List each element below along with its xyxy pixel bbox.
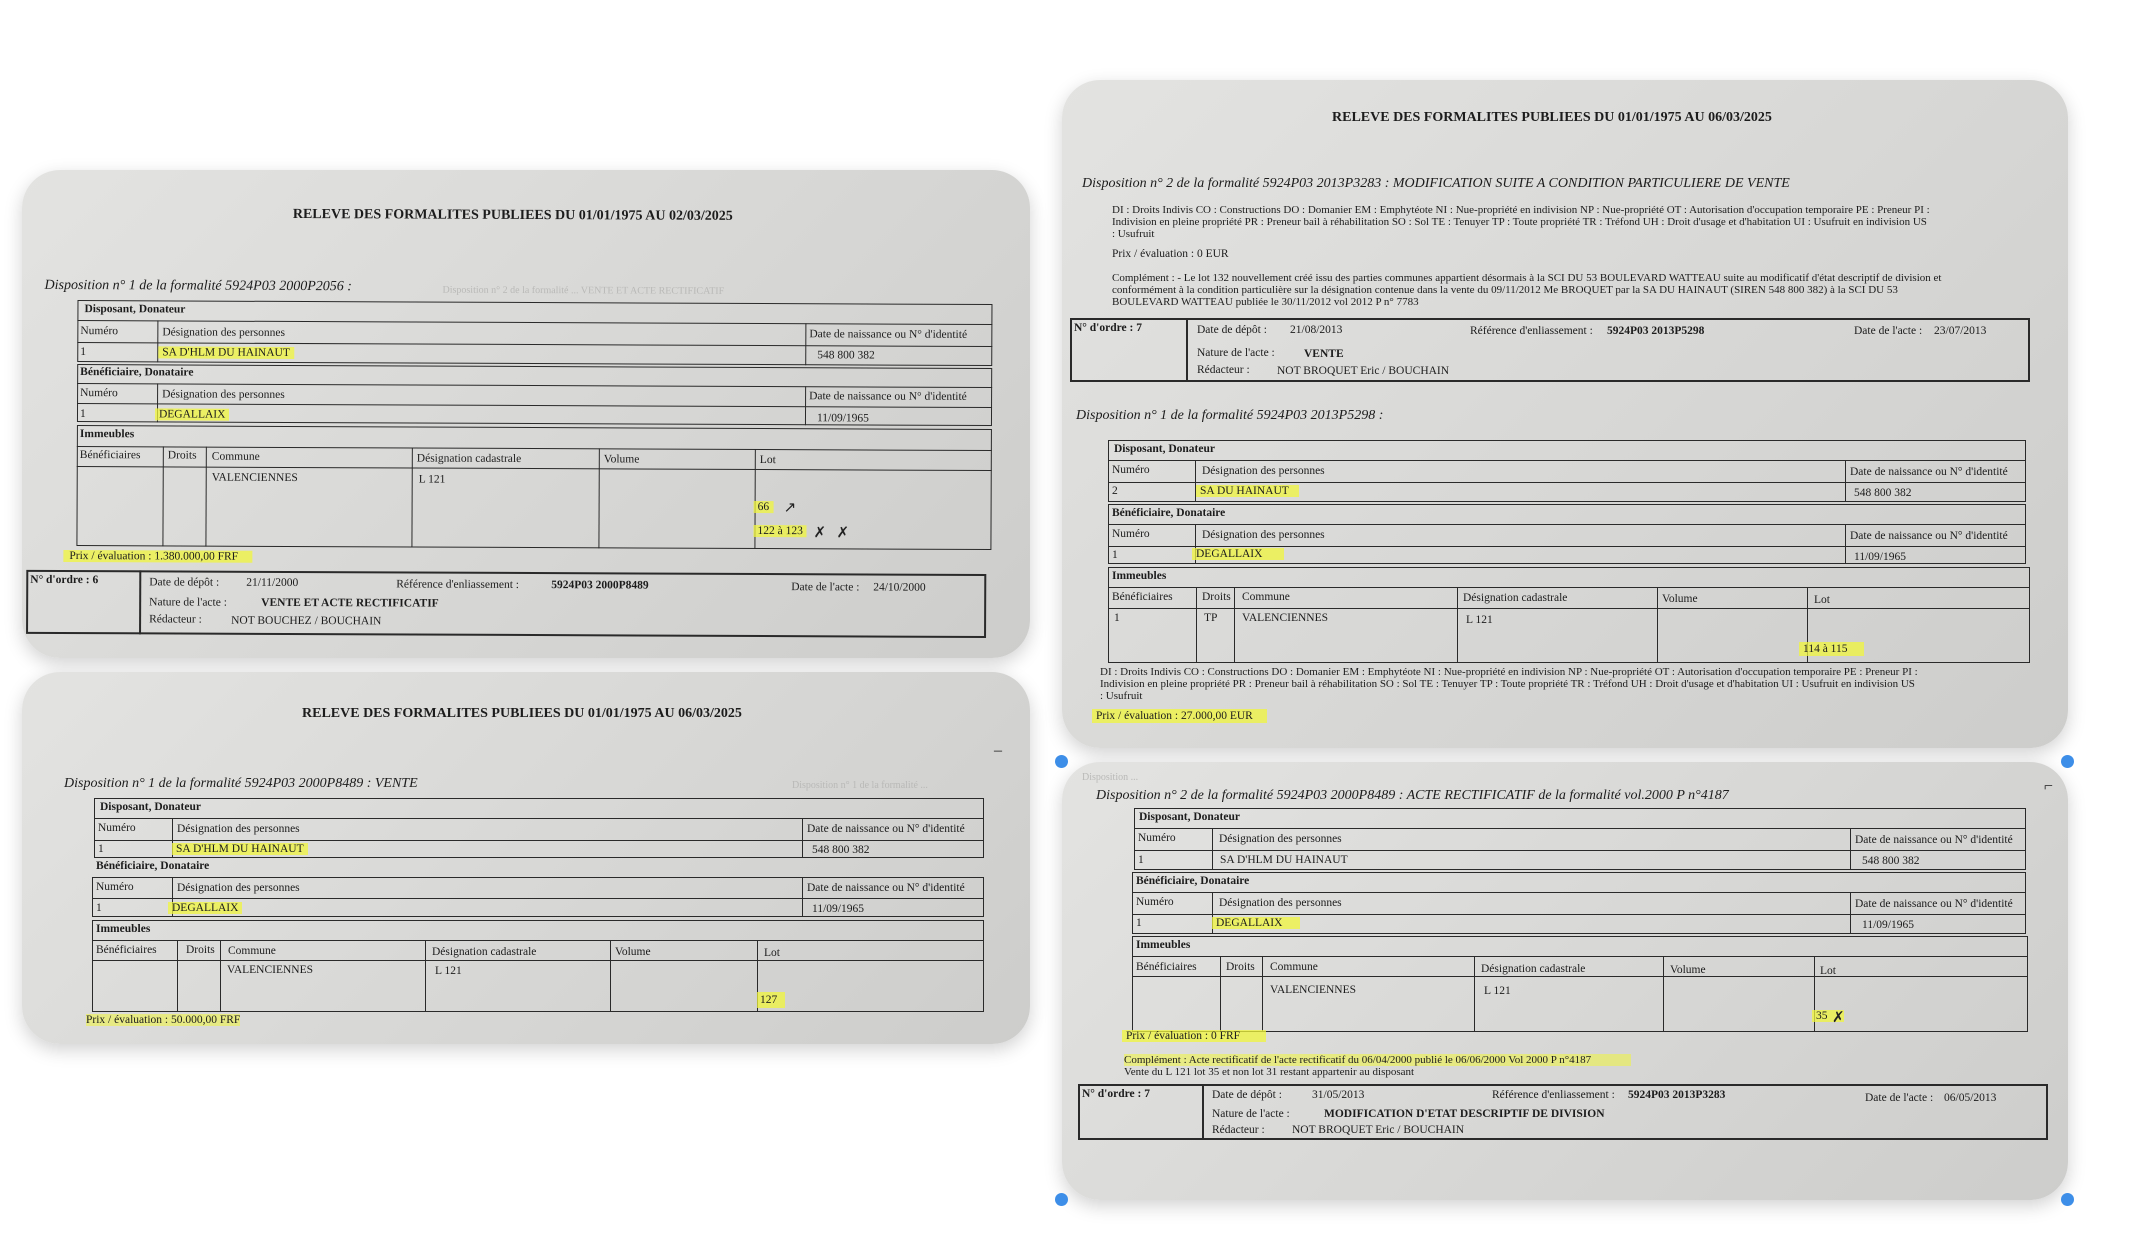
acte-label: Date de l'acte : — [1854, 325, 1923, 337]
beneficiaire-num: 1 — [1136, 917, 1142, 929]
beneficiaire-date: 11/09/1965 — [812, 903, 864, 915]
immeubles-header: Immeubles — [1136, 939, 1191, 951]
beneficiaire-date: 11/09/1965 — [1862, 919, 1914, 931]
pen-mark-icon: ↗ — [783, 498, 797, 517]
ref-label: Référence d'enliassement : — [1470, 325, 1593, 337]
redacteur-label: Rédacteur : — [1197, 364, 1250, 376]
document-card-3[interactable] — [1062, 80, 2068, 748]
col-cadastrale: Désignation cadastrale — [1481, 963, 1586, 975]
resize-handle-top-left[interactable] — [1055, 755, 1068, 768]
ordre-number: N° d'ordre : 7 — [1082, 1088, 1150, 1100]
col-date: Date de naissance ou N° d'identité — [1855, 898, 2013, 910]
col-designation: Désignation des personnes — [177, 882, 300, 894]
beneficiaire-num: 1 — [1112, 549, 1118, 561]
beneficiaire-name: DEGALLAIX — [155, 408, 229, 420]
immeubles-header: Immeubles — [96, 923, 151, 935]
immeubles-table — [92, 920, 984, 1012]
col-designation: Désignation des personnes — [162, 326, 286, 339]
col-numero: Numéro — [98, 822, 136, 834]
acte-date: 24/10/2000 — [873, 581, 926, 594]
ref-value: 5924P03 2013P5298 — [1607, 325, 1705, 337]
nature-value: MODIFICATION D'ETAT DESCRIPTIF DE DIVISION — [1324, 1108, 1605, 1120]
beneficiaire-date: 11/09/1965 — [1854, 551, 1906, 563]
acte-date: 23/07/2013 — [1934, 325, 1987, 337]
disposant-header: Disposant, Donateur — [84, 303, 186, 316]
complement-line: Complément : - Le lot 132 nouvellement créé issu des parties communes appartient désormais à la SCI DU 53 BOULEVARD WATTEAU suite au modificatif d'état descriptif de division et — [1112, 272, 1942, 284]
resize-handle-bottom-left[interactable] — [1055, 1193, 1068, 1206]
beneficiaire-name: DEGALLAIX — [1192, 548, 1284, 560]
redacteur-value: NOT BROQUET Eric / BOUCHAIN — [1277, 365, 1450, 377]
col-date: Date de naissance ou N° d'identité — [1855, 834, 2013, 846]
ordre-number: N° d'ordre : 7 — [1074, 322, 1142, 334]
immeubles-table — [1132, 936, 2028, 1032]
col-designation: Désignation des personnes — [1202, 529, 1325, 541]
col-commune: Commune — [1270, 961, 1318, 973]
commune: VALENCIENNES — [211, 471, 298, 485]
disposition-heading: Disposition n° 1 de la formalité 5924P03 2000P2056 : — [44, 277, 352, 295]
col-lot: Lot — [1820, 965, 1836, 977]
depot-date: 21/11/2000 — [246, 576, 299, 590]
complement-line: conformément à la condition particulière sur la désignation contenue dans la vente du 09/11/2012 Me BROQUET par la SA DU HAINAUT (SIREN 548 800 382) à la SCI DU 53 — [1112, 284, 1898, 296]
ordre-number: N° d'ordre : 6 — [30, 573, 99, 587]
legend-line: DI : Droits Indivis CO : Constructions DO : Domanier EM : Emphytéote NI : Nue-propriété en indivision NP : Nue-propriété OT : Autorisation d'occupation temporaire PE : Preneur PI : — [1100, 666, 1918, 678]
depot-date: 21/08/2013 — [1290, 324, 1343, 336]
acte-date: 06/05/2013 — [1944, 1092, 1997, 1104]
col-numero: Numéro — [96, 881, 134, 893]
resize-handle-top-right[interactable] — [2061, 755, 2074, 768]
col-date: Date de naissance ou N° d'identité — [809, 390, 967, 403]
col-cadastrale: Désignation cadastrale — [432, 946, 537, 958]
col-numero: Numéro — [80, 325, 119, 338]
disposant-num: 2 — [1112, 485, 1118, 497]
redacteur-label: Rédacteur : — [149, 613, 202, 626]
disposant-name: SA D'HLM DU HAINAUT — [158, 346, 294, 359]
commune: VALENCIENNES — [1270, 984, 1357, 996]
lot-127: 127 — [757, 992, 785, 1008]
disposant-name: SA DU HAINAUT — [1196, 485, 1299, 497]
col-cadastrale: Désignation cadastrale — [1463, 592, 1568, 604]
cadastrale: L 121 — [418, 473, 446, 486]
lot-122-123: 122 à 123 — [753, 525, 806, 537]
beneficiaire-header: Bénéficiaire, Donataire — [1136, 875, 1250, 887]
redacteur-value: NOT BOUCHEZ / BOUCHAIN — [231, 614, 382, 628]
cross-mark-icon: ✗ — [813, 523, 827, 542]
redacteur-label: Rédacteur : — [1212, 1124, 1265, 1136]
beneficiaire-num: 1 — [96, 902, 102, 914]
document-title: RELEVE DES FORMALITES PUBLIEES DU 01/01/1975 AU 02/03/2025 — [292, 206, 733, 224]
disposant-num: 1 — [98, 843, 104, 855]
lot-35: 35 — [1812, 1010, 1844, 1022]
corner-mark: ⌐ — [2044, 778, 2054, 795]
disposant-name: SA D'HLM DU HAINAUT — [1220, 854, 1348, 866]
document-card-4[interactable]: Disposition ... Disposition n° 2 de la formalité 5924P03 2000P8489 : ACTE RECTIFICATIF de la formalité vol.2000 P n°4187 ⌐ Disposant, Donateur Numéro Désignation des personnes Date de naissance ou N° d'identité 1 SA D'HLM DU HAINAUT 548 800 382 Bénéficiaire, Donataire Numéro Désignation des personnes Date de naissance ou N° d'identité 1 DEGALLAIX 11/09/1965 Immeubles Bénéficiaires Droits Commune Désignation cadastrale Volume Lot VALENCIENNES L 121 35 ✗ Prix / évaluation : 0 FRF Complément : Acte rectificatif de l'acte rectificatif du 06/04/2000 publié le 06/06/2000 Vol 2000 P n°4187 Vente du L 121 lot 35 et non lot 31 restant appartenir au disposant N° d'ordre : 7 Date de dépôt : 31/05/2013 Référence d'enliassement : 5924P03 2013P3283 Date de l'acte : 06/05/2013 Nature de l'acte : MODIFICATION D'ETAT DESCRIPTIF DE DIVISION Rédacteur : NOT BROQUET Eric / BOUCHAIN — [1062, 762, 2068, 1200]
col-date: Date de naissance ou N° d'identité — [1850, 466, 2008, 478]
nature-value: VENTE — [1304, 348, 1344, 360]
complement-text: Complément : Acte rectificatif de l'acte rectificatif du 06/04/2000 publié le 06/06/2000 Vol 2000 P n°4187 — [1124, 1054, 1631, 1066]
depot-label: Date de dépôt : — [1197, 324, 1267, 336]
disposant-id: 548 800 382 — [812, 844, 870, 856]
col-date: Date de naissance ou N° d'identité — [807, 882, 965, 894]
prix-evaluation: Prix / évaluation : 0 EUR — [1112, 248, 1229, 260]
disposant-header: Disposant, Donateur — [100, 801, 201, 813]
cadastrale: L 121 — [1484, 985, 1511, 997]
beneficiaire-name: DEGALLAIX — [168, 902, 242, 914]
col-droits: Droits — [186, 944, 215, 956]
legend-line: Indivision en pleine propriété PR : Preneur bail à réhabilitation SO : Sol TE : Tenuyer TP : Toute propriété TR : Tréfond UH : Droit d'usage et d'habitation UI : Usufruit en indivision US — [1100, 678, 1915, 690]
col-numero: Numéro — [1138, 832, 1176, 844]
complement-line — [1124, 1054, 1631, 1066]
commune: VALENCIENNES — [1242, 612, 1329, 624]
col-designation: Désignation des personnes — [1202, 465, 1325, 477]
beneficiaire-header: Bénéficiaire, Donataire — [1112, 507, 1226, 519]
cadastrale: L 121 — [1466, 614, 1493, 626]
cadastrale: L 121 — [435, 965, 462, 977]
col-numero: Numéro — [1112, 464, 1150, 476]
col-droits: Droits — [1226, 961, 1255, 973]
commune: VALENCIENNES — [227, 964, 314, 976]
immeubles-table — [76, 425, 992, 550]
disposition-heading: Disposition n° 1 de la formalité 5924P03 2013P5298 : — [1076, 408, 1384, 423]
document-title: RELEVE DES FORMALITES PUBLIEES DU 01/01/1975 AU 06/03/2025 — [302, 706, 742, 721]
col-designation: Désignation des personnes — [162, 388, 285, 401]
col-lot: Lot — [759, 454, 776, 467]
disposant-num: 1 — [1138, 854, 1144, 866]
col-beneficiaires: Bénéficiaires — [79, 449, 141, 462]
redacteur-value: NOT BROQUET Eric / BOUCHAIN — [1292, 1124, 1465, 1136]
benef-num: 1 — [1114, 612, 1120, 624]
dash-mark: – — [994, 742, 1002, 759]
col-numero: Numéro — [80, 387, 118, 400]
col-numero: Numéro — [1112, 528, 1150, 540]
col-commune: Commune — [211, 450, 260, 463]
ref-value: 5924P03 2000P8489 — [551, 579, 649, 592]
disposant-id: 548 800 382 — [1862, 855, 1920, 867]
col-beneficiaires: Bénéficiaires — [96, 944, 157, 956]
col-beneficiaires: Bénéficiaires — [1112, 591, 1173, 603]
ref-label: Référence d'enliassement : — [1492, 1089, 1615, 1101]
complement-line: Vente du L 121 lot 35 et non lot 31 restant appartenir au disposant — [1124, 1066, 1415, 1078]
disposant-num: 1 — [80, 346, 87, 359]
acte-label: Date de l'acte : — [1865, 1092, 1934, 1104]
complement-line: BOULEVARD WATTEAU publiée le 30/11/2012 vol 2012 P n° 7783 — [1112, 296, 1419, 308]
document-card-2[interactable]: Disposition n° 1 de la formalité ... RELEVE DES FORMALITES PUBLIEES DU 01/01/1975 AU 06/03/2025 – Disposition n° 1 de la formalité 5924P03 2000P8489 : VENTE Disposant, Donateur Numéro Désignation des personnes Date de naissance ou N° d'identité 1 SA D'HLM DU HAINAUT 548 800 382 Bénéficiaire, Donataire Numéro Désignation des personnes Date de naissance ou N° d'identité 1 DEGALLAIX 11/09/1965 Immeubles Bénéficiaires Droits Commune Désignation cadastrale Volume Lot VALENCIENNES L 121 127 Prix / évaluation : 50.000,00 FRF — [22, 672, 1030, 1044]
nature-value: VENTE ET ACTE RECTIFICATIF — [261, 596, 439, 610]
legend-line: : Usufruit — [1100, 690, 1143, 702]
col-volume: Volume — [603, 453, 640, 466]
nature-label: Nature de l'acte : — [149, 596, 227, 609]
col-date: Date de naissance ou N° d'identité — [807, 823, 965, 835]
beneficiaire-num: 1 — [79, 408, 86, 421]
col-droits: Droits — [167, 449, 197, 462]
legend-line: Indivision en pleine propriété PR : Preneur bail à réhabilitation SO : Sol TE : Tenuyer TP : Toute propriété TR : Tréfond UH : Droit d'usage et d'habitation UI : Usufruit en indivision US — [1112, 216, 1927, 228]
beneficiaire-date: 11/09/1965 — [816, 412, 869, 425]
beneficiaire-name: DEGALLAIX — [1212, 917, 1300, 929]
col-date: Date de naissance ou N° d'identité — [1850, 530, 2008, 542]
lot-66: 66 — [754, 501, 774, 513]
document-title: RELEVE DES FORMALITES PUBLIEES DU 01/01/1975 AU 06/03/2025 — [1332, 110, 1772, 125]
lot-114-115: 114 à 115 — [1799, 642, 1864, 656]
ref-label: Référence d'enliassement : — [396, 578, 520, 591]
disposant-id: 548 800 382 — [1854, 487, 1912, 499]
immeubles-header: Immeubles — [1112, 570, 1167, 582]
resize-handle-bottom-right[interactable] — [2061, 1193, 2074, 1206]
col-commune: Commune — [228, 945, 276, 957]
col-lot: Lot — [1814, 594, 1830, 606]
disposition-heading: Disposition n° 2 de la formalité 5924P03 2000P8489 : ACTE RECTIFICATIF de la formalité vol.2000 P n°4187 — [1096, 788, 1729, 803]
col-cadastrale: Désignation cadastrale — [416, 452, 522, 465]
prix-evaluation: Prix / évaluation : 1.380.000,00 FRF — [63, 550, 252, 563]
col-commune: Commune — [1242, 591, 1290, 603]
depot-date: 31/05/2013 — [1312, 1089, 1365, 1101]
col-volume: Volume — [1670, 964, 1706, 976]
droits-value: TP — [1204, 612, 1218, 624]
cross-mark-icon: ✗ — [1832, 1008, 1845, 1026]
col-designation: Désignation des personnes — [1219, 897, 1342, 909]
prix-evaluation: Prix / évaluation : 0 FRF — [1122, 1030, 1266, 1042]
disposition-heading: Disposition n° 1 de la formalité 5924P03 2000P8489 : VENTE — [64, 776, 418, 791]
acte-label: Date de l'acte : — [791, 581, 860, 594]
disposition-heading: Disposition n° 2 de la formalité 5924P03 2013P3283 : MODIFICATION SUITE A CONDITION PARTICULIERE DE VENTE — [1082, 176, 1790, 191]
depot-label: Date de dépôt : — [1212, 1089, 1282, 1101]
disposant-header: Disposant, Donateur — [1114, 443, 1215, 455]
col-designation: Désignation des personnes — [177, 823, 300, 835]
cross-mark-icon: ✗ — [836, 523, 850, 542]
ref-value: 5924P03 2013P3283 — [1628, 1089, 1726, 1101]
legend-line: : Usufruit — [1112, 228, 1155, 240]
col-volume: Volume — [615, 946, 651, 958]
beneficiaire-header: Bénéficiaire, Donataire — [80, 366, 194, 379]
disposant-name: SA D'HLM DU HAINAUT — [172, 843, 308, 855]
document-card-1[interactable]: Disposition n° 2 de la formalité ... VENTE ET ACTE RECTIFICATIF RELEVE DES FORMALITES PUBLIEES DU 01/01/1975 AU 02/03/2025 Disposition n° 1 de la formalité 5924P03 2000P2056 : Disposant, Donateur Numéro Désignation des personnes Date de naissance ou N° d'identité 1 SA D'HLM DU HAINAUT 548 800 382 Bénéficiaire, Donataire Numéro Désignation des personnes Date de naissance ou N° d'identité 1 DEGALLAIX 11/09/1965 Immeubles Bénéficiaires Droits Commune Désignation cadastrale Volume Lot VALENCIENNES L 121 66 ↗ 122 à 123 ✗ ✗ Prix / évaluation : 1.380.000,00 FRF N° d'ordre : 6 Date de dépôt : 21/11/2000 Référence d'enliassement : 5924P03 2000P8489 Date de l'acte : 24/10/2000 Nature de l'acte : VENTE ET ACTE RECTIFICATIF Rédacteur : NOT BOUCHEZ / BOUCHAIN — [22, 170, 1030, 658]
prix-label: Prix / évaluation : 50.000,00 FRF — [86, 1014, 241, 1026]
disposant-id: 548 800 382 — [817, 349, 875, 362]
prix-evaluation — [86, 1014, 240, 1026]
nature-label: Nature de l'acte : — [1197, 347, 1275, 359]
beneficiaire-header: Bénéficiaire, Donataire — [96, 860, 210, 872]
col-volume: Volume — [1662, 593, 1698, 605]
disposant-header: Disposant, Donateur — [1139, 811, 1240, 823]
depot-label: Date de dépôt : — [149, 576, 220, 589]
legend-line: DI : Droits Indivis CO : Constructions DO : Domanier EM : Emphytéote NI : Nue-propriété en indivision NP : Nue-propriété OT : Autorisation d'occupation temporaire PE : Preneur PI : — [1112, 204, 1930, 216]
nature-label: Nature de l'acte : — [1212, 1108, 1290, 1120]
col-date: Date de naissance ou N° d'identité — [809, 328, 968, 341]
immeubles-header: Immeubles — [79, 428, 135, 441]
prix-evaluation: Prix / évaluation : 27.000,00 EUR — [1092, 709, 1267, 723]
col-beneficiaires: Bénéficiaires — [1136, 961, 1197, 973]
col-numero: Numéro — [1136, 896, 1174, 908]
col-designation: Désignation des personnes — [1219, 833, 1342, 845]
col-droits: Droits — [1202, 591, 1231, 603]
col-lot: Lot — [764, 947, 780, 959]
